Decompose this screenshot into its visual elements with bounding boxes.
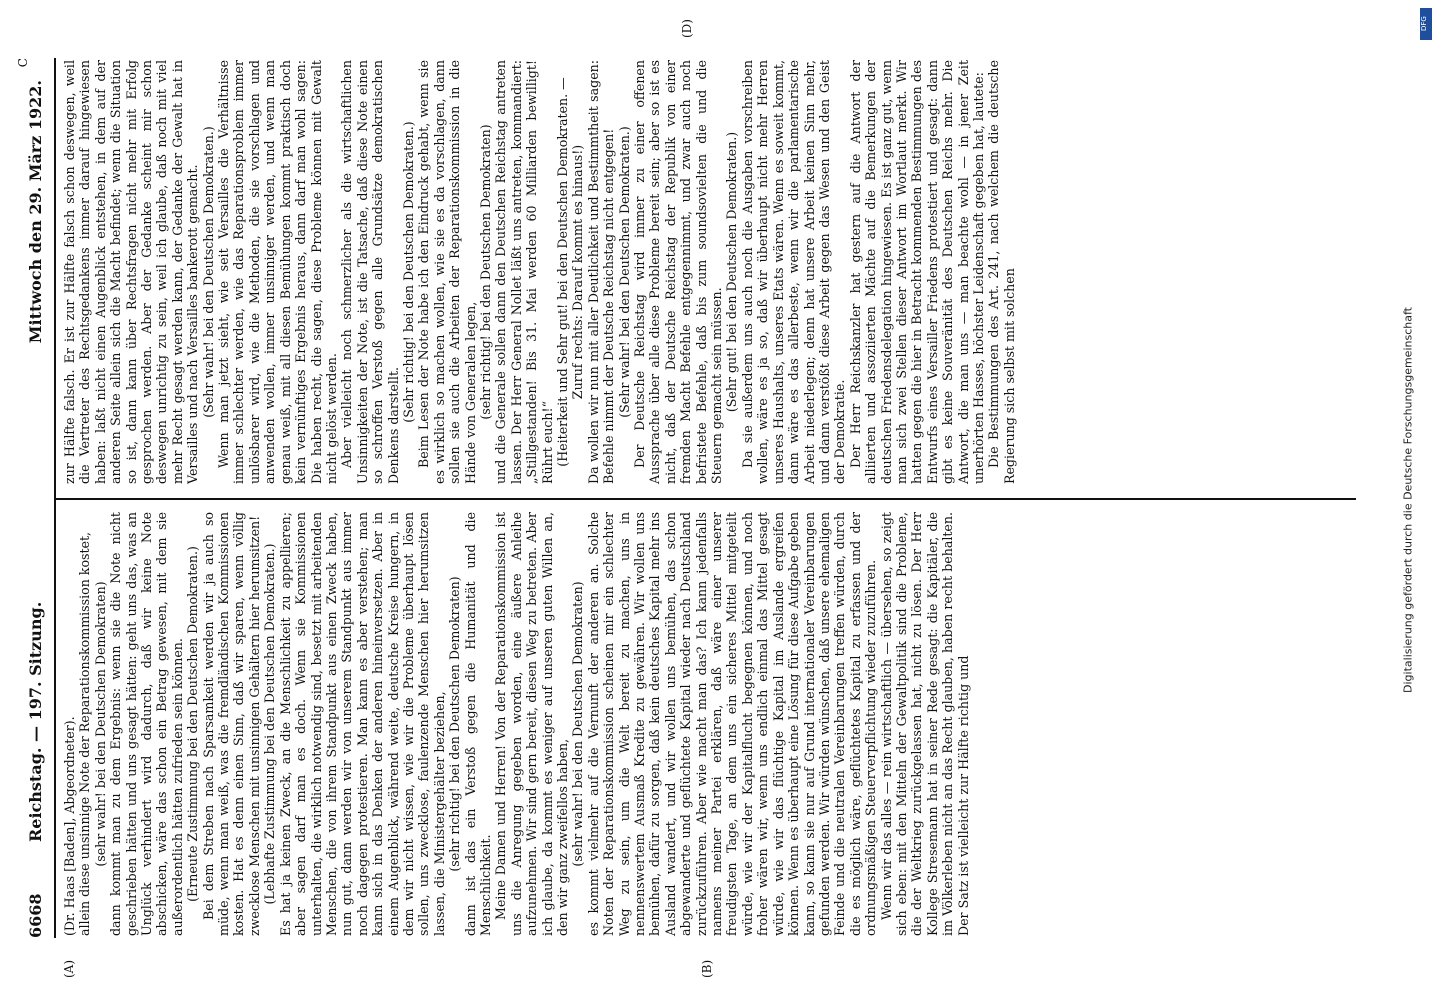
left-column-paragraph: (sehr wahr! bei den Deutschen Demokraten) [92, 581, 108, 867]
left-column-paragraph: dann kommt man zu dem Ergebnis: wenn sie die Note nicht geschrieben hätten und uns gesagt hätten: geht uns das, was an Unglück verhindert wird dadurch, daß wir keine Note abschicken, wäre das schon ein Betrag gewesen, mit dem sie außerordentlich hätten zufrieden sein können. [108, 512, 185, 936]
left-column-paragraph: Wenn wir das alles — rein wirtschaftlich — übersehen, so zeigt sich eben: mit den Mitteln der Gewaltpolitik sind die Probleme, die der Weltkrieg zurückgelassen hat, nicht zu lösen. Der Herr Kollege Stresemann hat in seiner Rede gesagt: die Kapitäler, die im Völkerleben nicht an das Recht glauben, haben recht behalten. Der Satz ist vielleicht zur Hälfte richtig und [878, 512, 971, 936]
right-column-paragraph: Beim Lesen der Note habe ich den Eindruck gehabt, wenn sie es wirklich so machen wollen, wie sie es da vorschlagen, dann sollen sie auch die Arbeiten der Reparationskommission in die Hände von Generalen legen, [416, 60, 478, 484]
header-left-title: Reichstag. — 197. Sitzung. [26, 601, 45, 842]
left-column-paragraph: Es hat ja keinen Zweck, an die Menschlichkeit zu appellieren; aber sagen darf man es doch. Wenn sie Kommissionen unterhalten, die wirklich notwendig sind, besetzt mit arbeitenden Menschen, die von ihrem Standpunkt aus einen Zweck haben, nun gut, dann werden wir von unserem Standpunkt aus immer noch dagegen protestieren. Man kann es aber verstehen; man kann sich in das Denken der anderen hineinversetzen. Aber in einem Augenblick, während weite, deutsche Kreise hungern, in dem wir nicht wissen, wie wir die Probleme überhaupt lösen sollen, uns zwecklose, faulenzende Menschen hier herumsitzen lassen, die Ministergehälter beziehen, [277, 512, 447, 936]
dfg-badge: DFG [1420, 8, 1432, 40]
header-right-title: Mittwoch den 29. März 1922. [26, 80, 45, 344]
right-column-paragraph: Der Deutsche Reichstag wird immer zu einer offenen Aussprache über alle diese Probleme bereit sein; aber so ist es nicht, daß der Deutsche Reichstag der Republik von einer fremden Macht Befehle entgegennimmt, und zwar auch noch befristete Befehle, daß bis zum soundsovielten die und die Steuern gemacht sein müssen. [632, 60, 725, 484]
left-column-paragraph: (Erneute Zustimmung bei den Deutschen Demokraten.) [185, 546, 201, 902]
right-column-paragraph: Aber vielleicht noch schmerzlicher als die wirtschaftlichen Unsinnigkeiten der Note, ist die Tatsache, daß diese Note einen so schroffen Verstoß gegen alle Grundsätze demokratischen Denkens darstellt. [339, 60, 401, 484]
left-column-paragraph: (Dr. Haas [Baden], Abgeordneter). [62, 716, 77, 936]
right-column-paragraph: (Sehr richtig! bei den Deutschen Demokraten.) [400, 121, 416, 423]
margin-label-b: (B) [700, 959, 714, 978]
right-column-paragraph: zur Hälfte falsch. Er ist zur Hälfte falsch schon deswegen, weil die Vertreter des Rechtsgedankens immer darauf hingewiesen haben: laßt nicht einen Augenblick entstehen, in dem auf der anderen Seite allein sich die Macht befindet; wenn die Situation so ist, dann kann über Rechtsfragen nicht mehr mit Erfolg gesprochen werden. Aber der Gedanke scheint mir schon deswegen unrichtig zu sein, weil ich glaube, daß noch mit viel mehr Recht gesagt werden kann, der Gedanke der Gewalt hat in Versailles und nach Versailles bankerott gemacht. [62, 60, 201, 484]
right-column-paragraph: (Heiterkeit und Sehr gut! bei den Deutschen Demokraten. — Zuruf rechts: Darauf kommt es hinaus!) [555, 77, 586, 467]
left-column-paragraph: (sehr wahr! bei den Deutschen Demokraten) [570, 581, 586, 867]
left-column-paragraph: Meine Damen und Herren! Von der Reparationskommission ist uns die Anregung gegeben worden, eine äußere Anleihe aufzunehmen. Wir sind gern bereit, diesen Weg zu betreten. Aber ich glaube, da kommt es weniger auf unseren guten Willen an, den wir ganz zweifellos haben, [493, 512, 570, 936]
corner-mark: C [16, 58, 30, 68]
left-column [62, 512, 971, 936]
margin-label-a: (A) [62, 959, 76, 978]
page-header [16, 58, 56, 938]
right-column-paragraph: Der Herr Reichskanzler hat gestern auf die Antwort der alliierten und assoziierten Mächte auf die Bemerkungen der deutschen Friedensdelegation hingewiesen. Es ist ganz gut, wenn man sich zwei Stellen dieser Antwort im Wortlaut merkt. Wir hatten gegen die hier in Betracht kommenden Bestimmungen des Entwurfs eines Versailler Friedens protestiert und gesagt: dann gibt es keine Souveränität des Deutschen Reichs mehr. Die Antwort, die man uns — man beachte wohl — in jener Zeit unerhörten Hasses, höchster Leidenschaft gegeben hat, lautete: [847, 60, 986, 484]
left-column-paragraph: es kommt vielmehr auf die Vernunft der anderen an. Solche Noten der Reparationskommission scheinen mir ein schlechter Weg zu sein, um die Welt bereit zu machen, uns in nennenswertem Ausmaß Kredite zu gewähren. Wir wollen uns bemühen, dafür zu sorgen, daß kein deutsches Kapital mehr ins Ausland wandert, und wir wollen uns bemühen, das schon abgewanderte und geflüchtete Kapital wieder nach Deutschland zurückzuführen. Aber wie macht man das? Ich kann jedenfalls namens meiner Partei erklären, daß wäre einer unserer freudigsten Tage, an dem uns ein sicheres Mittel mitgeteilt würde, wie wir der Kapitalflucht begegnen können, und noch froher wären wir, wenn uns endlich einmal das Mittel gesagt würde, wie wir das flüchtige Kapital im Auslande ergreifen können. Wenn es überhaupt eine Lösung für diese Aufgabe geben kann, so kann sie nur auf Grund internationaler Vereinbarungen gefunden werden. Wir würden wünschen, daß unsere ehemaligen Feinde und die neutralen Vereinbarungen treffen würden, durch die es möglich wäre, geflüchtetes Kapital zu erfassen und der ordnungsmäßigen Steuerverpflichtung wieder zuzuführen. [585, 512, 879, 936]
right-column-paragraph: (Sehr wahr! bei den Deutschen Demokraten.) [616, 126, 632, 418]
right-column-paragraph: (sehr richtig! bei den Deutschen Demokraten) [477, 124, 493, 420]
margin-label-d: (D) [680, 19, 694, 38]
right-column-paragraph: Da sie außerdem uns auch noch die Ausgaben vorschreiben wollen, wäre es ja so, daß wir überhaupt nicht mehr Herren unseres Haushalts, unseres Etats wären. Wenn es soweit kommt, dann wäre es das allerbeste, wenn wir die parlamentarische Arbeit niederlegen; denn hat unsere Arbeit keinen Sinn mehr, und dann verstößt diese Arbeit gegen das Wesen und den Geist der Demokratie. [739, 60, 848, 484]
left-column-paragraph: (Lebhafte Zustimmung bei den Deutschen Demokraten.) [262, 543, 278, 905]
right-column-paragraph: (Sehr gut! bei den Deutschen Demokraten.) [724, 131, 740, 413]
right-column-paragraph: Da wollen wir nun mit aller Deutlichkeit und Bestimmtheit sagen: Befehle nimmt der Deutsche Reichstag nicht entgegen! [585, 60, 617, 484]
right-column-paragraph: (Sehr wahr! bei den Deutschen Demokraten.) [200, 126, 216, 418]
right-column-paragraph: Die Bestimmungen des Art. 241, nach welchem die deutsche Regierung sich selbst mit solchen [986, 60, 1017, 484]
left-column-paragraph: Bei dem Streben nach Sparsamkeit werden wir ja auch so müde, wenn man weiß, was die fremdländischen Kommissionen kosten. Hat es denn einen Sinn, daß wir sparen, wenn völlig zwecklose Menschen mit unsinnigen Gehältern hier herumsitzen! [200, 512, 262, 936]
left-column-paragraph: dann ist das ein Verstoß gegen die Humanität und die Menschlichkeit. [462, 512, 493, 936]
page-number: 6668 [26, 893, 45, 938]
right-column-paragraph: Wenn man jetzt sieht, wie seit Versailles die Verhältnisse immer schlechter werden, wie das Reparationsproblem immer unlösbarer wird, wie die Methoden, die sie vorschlagen und anwenden wollen, immer unsinniger werden, und wenn man genau weiß, mit all diesen Bemühungen kommt praktisch doch kein vernünftiges Ergebnis heraus, dann darf man wohl sagen: Die haben recht, die sagen, diese Probleme können mit Gewalt nicht gelöst werden. [216, 60, 339, 484]
left-column-paragraph: (sehr richtig! bei den Deutschen Demokraten) [447, 576, 463, 872]
digitization-note: Digitalisierung gefördert durch die Deutsche Forschungsgemeinschaft [1401, 307, 1415, 693]
left-column-paragraph: allein diese unsinnige Note der Reparationskommission kostet, [77, 531, 93, 936]
right-column-paragraph: und die Generale sollen dann den Deutschen Reichstag antreten lassen. Der Herr General Nollet läßt uns antreten, kommandiert: „Stillgestanden! Bis 31. Mai werden 60 Milliarden bewilligt! Rührt euch!“ [493, 60, 555, 484]
column-divider [56, 498, 1356, 500]
right-column [62, 60, 1017, 484]
